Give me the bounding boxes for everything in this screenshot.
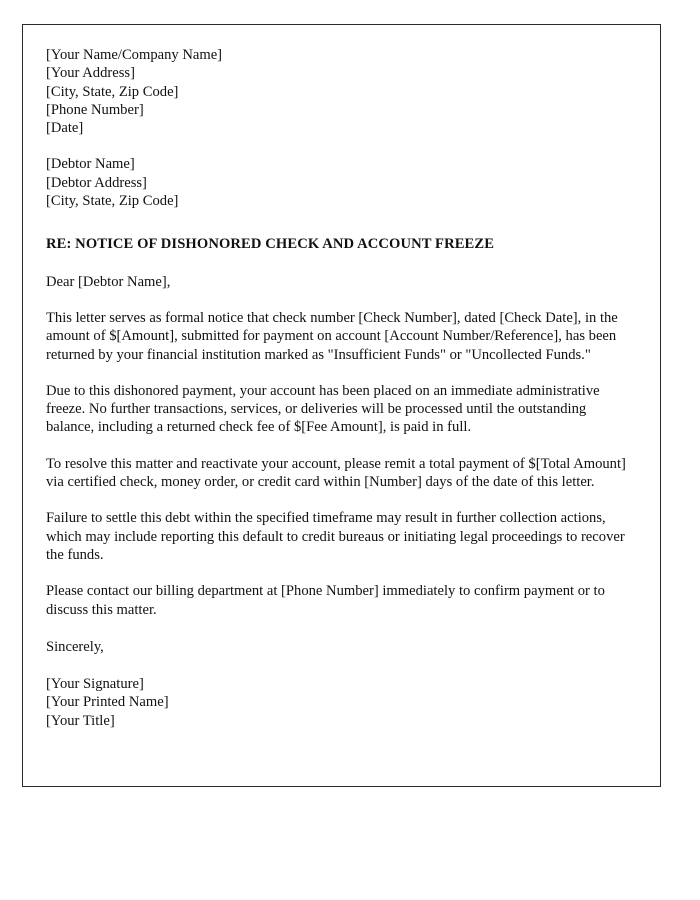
sender-line-date: [Date]	[46, 120, 84, 137]
printed-name-line: [Your Printed Name]	[46, 694, 169, 711]
subject-line: RE: NOTICE OF DISHONORED CHECK AND ACCOUNT FREEZE	[46, 236, 495, 253]
body-paragraph-5: Please contact our billing department at [Phone Number] immediately to confirm payment or to discuss this matter.	[46, 583, 605, 618]
body-paragraph-2: Due to this dishonored payment, your account has been placed on an immediate administrative freeze. No further transactions, services, or deliveries will be processed until the outstanding balance, including a returned check fee of $[Fee Amount], is paid in full.	[46, 382, 600, 436]
sender-line-city-state-zip: [City, State, Zip Code]	[46, 83, 179, 100]
body-paragraph-3: To resolve this matter and reactivate your account, please remit a total payment of $[Total Amount] via certified check, money order, or credit card within [Number] days of the date of this letter.	[46, 455, 626, 491]
sender-line-name: [Your Name/Company Name]	[46, 47, 223, 63]
sender-address-block	[46, 46, 636, 137]
recipient-address-block	[46, 155, 636, 210]
body-paragraph-1: This letter serves as formal notice that check number [Check Number], dated [Check Date], in the amount of $[Amount], submitted for payment on account [Account Number/Reference], has been returned by your financial institution marked as "Insufficient Funds" or "Uncollected Funds."	[46, 309, 618, 363]
closing-line: Sincerely,	[46, 638, 104, 655]
recipient-line-address: [Debtor Address]	[46, 174, 147, 191]
signature-line: [Your Signature]	[46, 676, 144, 693]
sender-line-address: [Your Address]	[46, 65, 135, 82]
signature-block	[46, 675, 636, 730]
salutation: Dear [Debtor Name],	[46, 273, 171, 290]
sender-line-phone: [Phone Number]	[46, 101, 144, 118]
recipient-line-city-state-zip: [City, State, Zip Code]	[46, 193, 179, 210]
letter-content	[46, 46, 636, 730]
body-paragraph-4: Failure to settle this debt within the specified timeframe may result in further collection actions, which may include reporting this default to credit bureaus or initiating legal proceedings to recover the funds.	[46, 510, 625, 563]
title-line: [Your Title]	[46, 712, 115, 729]
address-block-spacer	[46, 137, 636, 155]
recipient-line-name: [Debtor Name]	[46, 156, 135, 173]
letter-page-border	[22, 24, 661, 787]
